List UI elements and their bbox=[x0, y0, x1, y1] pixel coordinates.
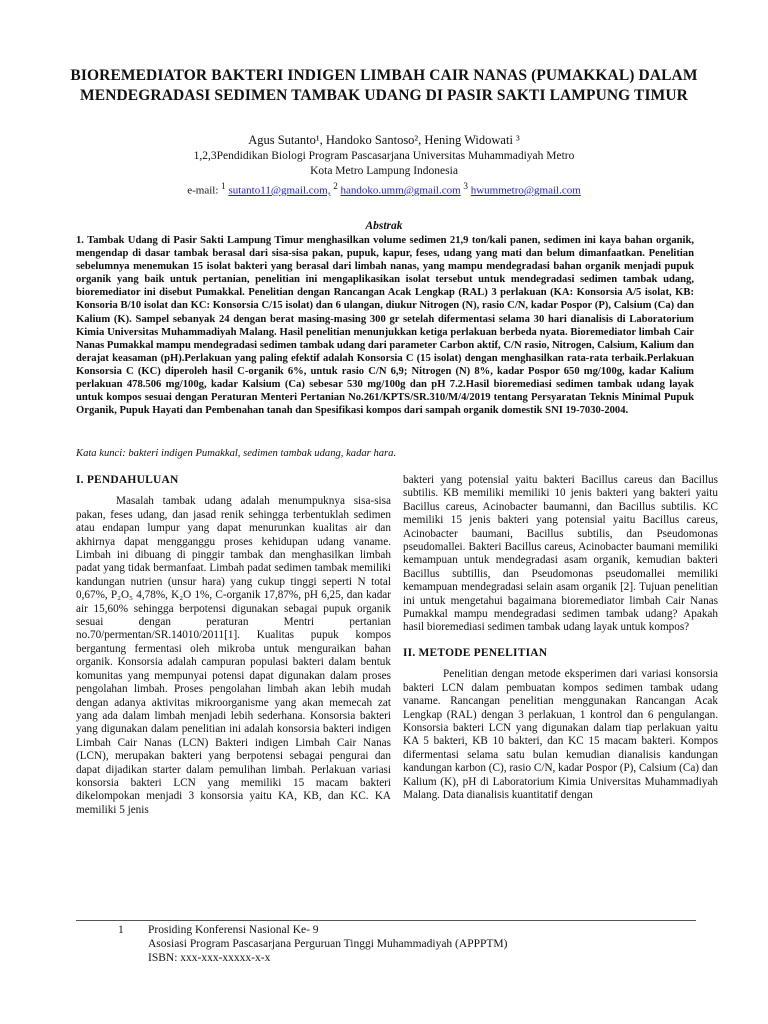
email-link-2[interactable]: handoko.umm@gmail.com bbox=[340, 184, 461, 197]
introduction-paragraph: Masalah tambak udang adalah menumpuknya sisa-sisa pakan, feses udang, dan jasad renik sehingga terbentuklah sedimen atau endapan lumpur yang dapat menurunkan kualitas air dan akhirnya dapat mengganggu proses kehidupan udang vaname. Limbah ini dibuang di pinggir tambak dan menghasilkan limbah padat yang tidak bermanfaat. Limbah padat sedimen tambak memiliki kandungan nutrien (unsur hara) yang cukup tinggi seperti N total 0,67%, P₂O₅ 4,78%, K₂O 1%, C-organik 17,87%, pH 6,25, dan kadar air 15,60% sehingga berpotensi digunakan sebagai pupuk organik sesuai dengan peraturan Mentri pertanian no.70/permentan/SR.14010/2011[1]. Kualitas pupuk kompos bergantung fermentasi oleh mikroba untuk menguraikan bahan organik. Konsorsia adalah campuran populasi bakteri dalam bentuk komunitas yang mempunyai potensi dapat digunakan dalam proses pengolahan limbah. Proses pengolahan limbah akan lebih mudah dengan adanya aktivitas mikroorganisme yang akan memecah zat yang ada dalam limbah menjadi lebih sederhana. Konsorsia bakteri yang digunakan dalam penelitian ini adalah konsorsia bakteri indigen Limbah Cair Nanas (LCN) Bakteri indigen Limbah Cair Nanas (LCN), merupakan bakteri yang berpotensi sebagai pengurai dan dapat dijadikan starter dalam pemulihan limbah. Perlakuan variasi konsorsia bakteri LCN yang memiliki 15 macam bakteri dikelompokan menjadi 3 konsorsia yaitu KA, KB, dan KC. KA memiliki 5 jenis bbox=[76, 495, 391, 816]
email-2-sup: 2 bbox=[333, 181, 338, 191]
affiliation-line-2: Kota Metro Lampung Indonesia bbox=[310, 165, 458, 177]
section-heading-methods: II. METODE PENELITIAN bbox=[403, 646, 548, 659]
email-1-sup: 1 bbox=[221, 181, 226, 191]
email-link-3[interactable]: hwummetro@gmail.com bbox=[470, 184, 581, 197]
section-heading-introduction: I. PENDAHULUAN bbox=[76, 474, 179, 486]
right-column bbox=[403, 474, 718, 802]
footer-divider bbox=[76, 920, 696, 921]
email-link-1[interactable]: sutanto11@gmail.com, bbox=[228, 184, 331, 197]
left-column bbox=[76, 474, 391, 817]
email-label: e-mail: bbox=[187, 184, 222, 197]
methods-paragraph: Penelitian dengan metode eksperimen dari variasi konsorsia bakteri LCN dalam pembuatan kompos sedimen tambak udang vaname. Rancangan penelitian menggunakan Rancangan Acak Lengkap (RAL) dengan 3 perlakuan, 1 kontrol dan 6 pengulangan. Konsorsia bakteri LCN yang digunakan dalam tiap perlakuan yaitu KA 5 bakteri, KB 10 bakteri, dan KC 15 macam bakteri. Kompos difermentasi selama satu bulan kemudian dianalisis kandungan kandungan karbon (C), rasio C/N, kadar Pospor (P), Calsium (Ca) dan Kalium (K), pH di Laboratorium Kimia Universitas Muhammadiyah Malang. Data dianalisis kuantitatif dengan bbox=[403, 668, 718, 801]
email-line bbox=[40, 179, 728, 198]
abstract-heading: Abstrak bbox=[365, 220, 403, 232]
page-number: 1 bbox=[118, 924, 124, 936]
footer-association: Asosiasi Program Pascasarjana Perguruan Tinggi Muhammadiyah (APPPTM) bbox=[148, 938, 508, 950]
author-list: Agus Sutanto¹, Handoko Santoso², Hening Widowati ³ bbox=[248, 133, 520, 147]
footer-isbn: ISBN: xxx-xxx-xxxxx-x-x bbox=[148, 952, 271, 964]
introduction-continued-paragraph: bakteri yang potensial yaitu bakteri Bacillus careus dan Bacillus subtilis. KB memiliki memiliki 10 jenis bakteri yang bakteri yaitu Bacillus careus, Acinobacter baumanni, dan Bacillus subtilis. KC memiliki 15 jenis bakteri yang potensial yaitu Bacillus careus, Acinobacter baumani, Bacillus subtilis, dan Pseudomonas pseudomallei. Bakteri Bacillus careus, Acinobacter baumani memiliki kemampuan untuk mendegradasi asam organik, kemudian bakteri Bacillus subtillis, dan Pseudomonas pseudomallei memiliki kemampuan mendegradasi selain asam organik [2]. Tujuan penelitian ini untuk mengetahui bagaimana bioremediator limbah Cair Nanas Pumakkal mampu mendegradasi sedimen tambak udang? Apakah hasil bioremediasi sedimen tambak udang layak untuk kompos? bbox=[403, 474, 718, 634]
footer-conference: Prosiding Konferensi Nasional Ke- 9 bbox=[148, 924, 319, 936]
affiliation-line-1: 1,2,3Pendidikan Biologi Program Pascasarjana Universitas Muhammadiyah Metro bbox=[193, 150, 575, 162]
keywords: Kata kunci: bakteri indigen Pumakkal, sedimen tambak udang, kadar hara. bbox=[76, 448, 397, 459]
affiliation bbox=[40, 149, 728, 179]
paper-title: BIOREMEDIATOR BAKTERI INDIGEN LIMBAH CAIR NANAS (PUMAKKAL) DALAM MENDEGRADASI SEDIMEN TAMBAK UDANG DI PASIR SAKTI LAMPUNG TIMUR bbox=[70, 67, 698, 104]
abstract-body: 1. Tambak Udang di Pasir Sakti Lampung Timur menghasilkan volume sedimen 21,9 ton/kali panen, sedimen ini kaya bahan organik, mengendap di dasar tambak berasal dari sisa-sisa pakan, pupuk, kapur, feses, udang yang mati dan belum dimanfaatkan. Penelitian sebelumnya menemukan 15 isolat bakteri yang berasal dari limbah nanas, yang mampu mendegradasi bahan organik menjadi pupuk organik yang baik untuk pertanian, penelitian ini mengaplikasikan isolat tersebut untuk mendegradasi sedimen tambak udang, bioremediator ini disebut Pumakkal. Penelitian dengan Rancangan Acak Lengkap (RAL) 3 perlakuan (KA: Konsorsia A/5 isolat, KB: Konsoria B/10 isolat dan KC: Konsorsia C/15 isolat) dan 6 ulangan, diukur Nitrogen (N), rasio C/N, kadar Pospor (P), Calsium (Ca) dan Kalium (K). Sampel sebanyak 24 dengan berat masing-masing 300 gr setelah difermentasi selama 30 hari dianalisis di Laboratorium Kimia Universitas Muhammadiyah Malang. Hasil penelitian menunjukkan ketiga perlakuan berbeda nyata. Bioremediator limbah Cair Nanas Pumakkal mampu mendegradasi sedimen tambak udang dari parameter Carbon aktif, C/N rasio, Nitrogen, Calsium, Kalium dan derajat keasaman (pH).Perlakuan yang paling efektif adalah Konsorsia C (15 isolat) dengan menghasilkan rata-rata terbaik.Perlakuan Konsorsia C (KC) diperoleh hasil C-organik 6%, untuk rasio C/N 6,9; Nitrogen (N) 8%, kadar Pospor 650 mg/100g, kadar Kalium perlakuan 478.506 mg/100g, kadar Kalsium (Ca) sebesar 530 mg/100g dan pH 7.2.Hasil bioremediasi sedimen tambak udang layak untuk kompos sesuai dengan Peraturan Menteri Pertanian No.261/KPTS/SR.310/M/4/2019 tentang Persyaratan Teknis Minimal Pupuk Organik, Pupuk Hayati dan Pembenahan tanah dan Spesifikasi kompos dari sampah organik domestik SNI 19-7030-2004. bbox=[76, 235, 694, 417]
email-3-sup: 3 bbox=[463, 181, 468, 191]
